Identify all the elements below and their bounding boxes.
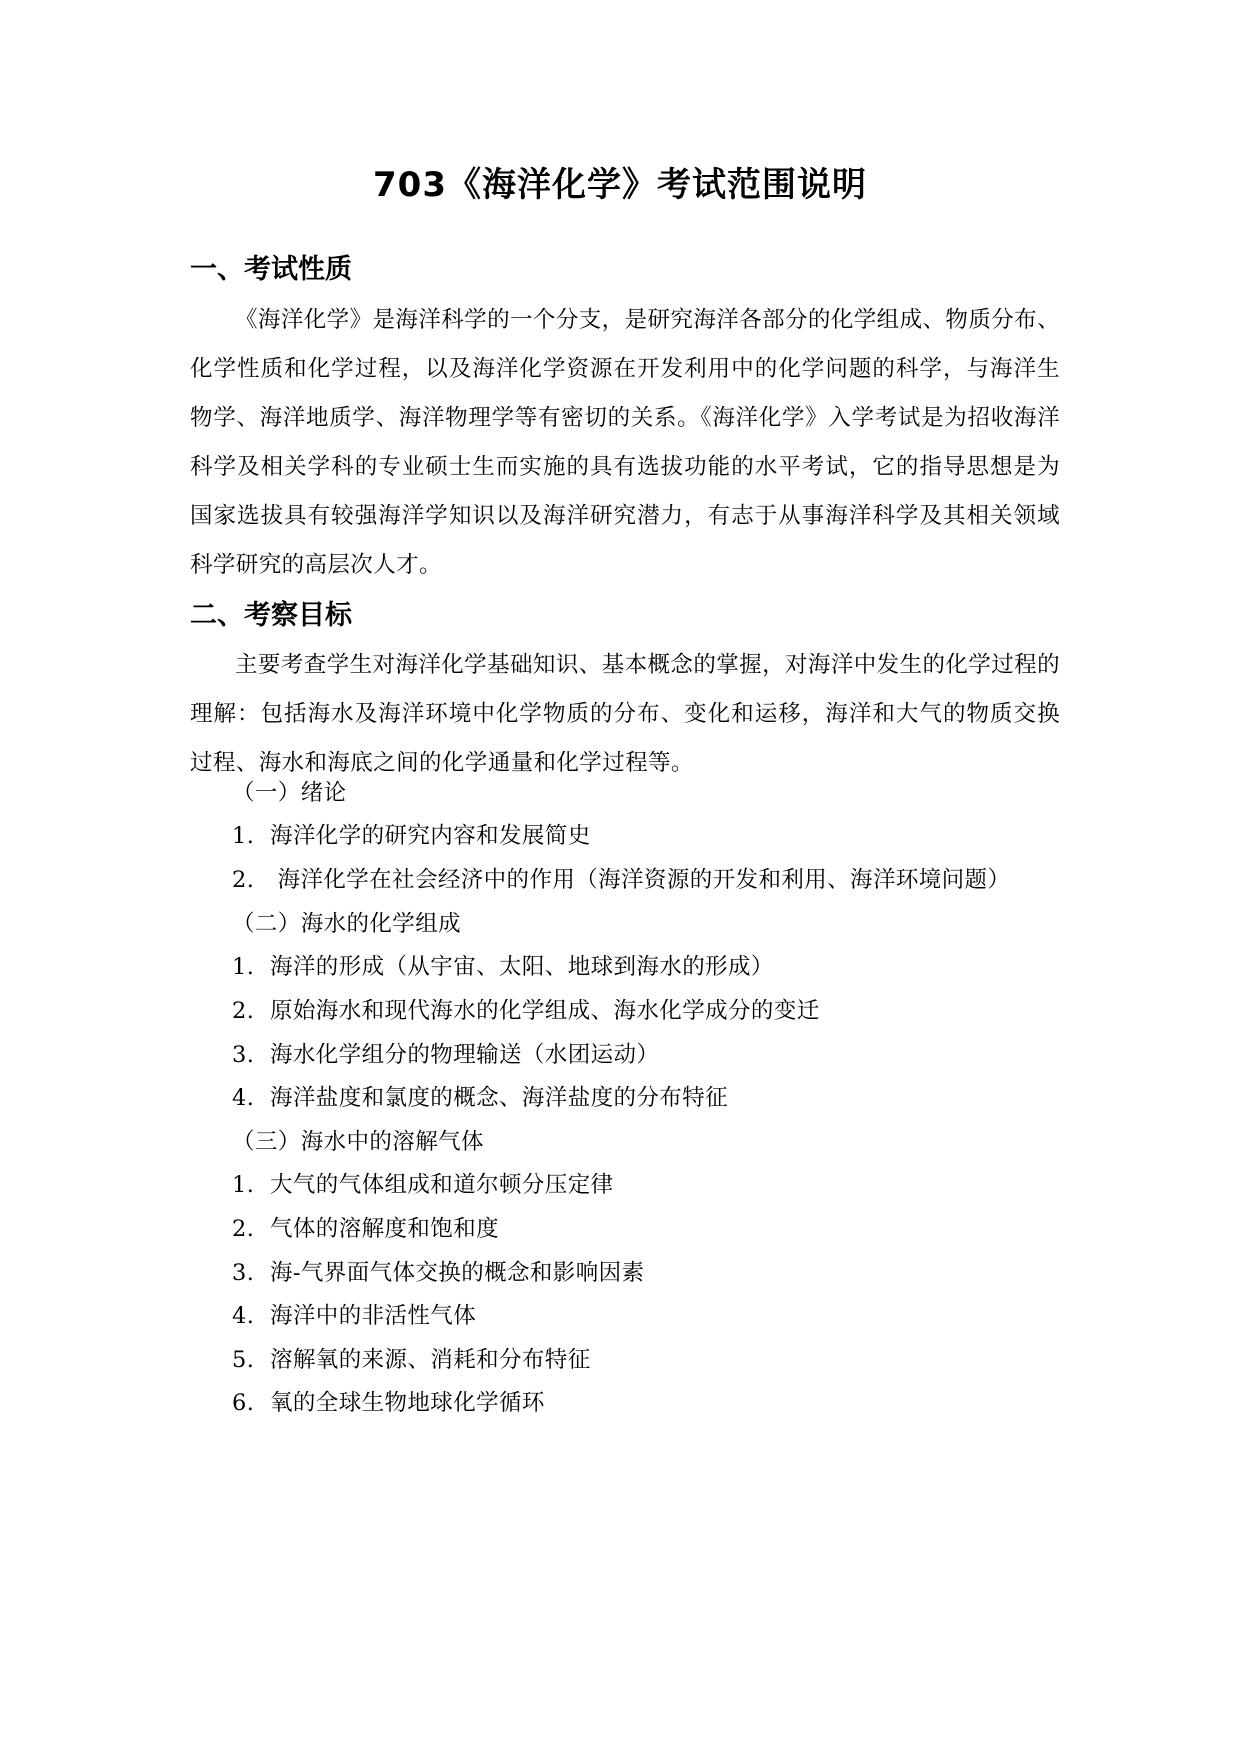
list-item-number: 2.: [232, 998, 255, 1024]
list-item-text: 溶解氧的来源、消耗和分布特征: [270, 1347, 591, 1373]
list-item-number: 1.: [232, 954, 255, 980]
list-item: [232, 1035, 659, 1075]
list-item-number: 4.: [232, 1303, 255, 1329]
section-heading-exam-nature: 一、考试性质: [190, 254, 352, 285]
list-item: [232, 947, 774, 987]
list-item-text: 海洋盐度和氯度的概念、海洋盐度的分布特征: [270, 1085, 729, 1111]
list-item: [232, 1209, 499, 1249]
list-item-number: 2.: [232, 1216, 255, 1242]
list-item: [232, 991, 820, 1031]
part-title-dissolved-gases: （三）海水中的溶解气体: [232, 1129, 484, 1155]
list-item-text: 原始海水和现代海水的化学组成、海水化学成分的变迁: [270, 998, 820, 1024]
list-item: [232, 1296, 476, 1336]
document-title: 703《海洋化学》考试范围说明: [373, 165, 867, 205]
part-title-introduction: （一）绪论: [232, 780, 347, 806]
list-item-text: 海洋化学的研究内容和发展简史: [270, 823, 591, 849]
list-item: [232, 1340, 591, 1380]
list-item: [232, 1165, 614, 1205]
part-title-seawater-composition: （二）海水的化学组成: [232, 911, 462, 937]
list-item: [232, 860, 1010, 900]
list-item: [232, 1078, 728, 1118]
list-item-text: 大气的气体组成和道尔顿分压定律: [270, 1172, 614, 1198]
list-item-number: 1.: [232, 1172, 255, 1198]
list-item-number: 3.: [232, 1042, 255, 1068]
list-item-number: 2.: [232, 867, 255, 893]
list-item-text: 海洋中的非活性气体: [270, 1303, 477, 1329]
list-item-text: 气体的溶解度和饱和度: [270, 1216, 500, 1242]
list-item: [232, 1383, 545, 1423]
list-item-number: 5.: [232, 1347, 255, 1373]
list-item-number: 1.: [232, 823, 255, 849]
list-item-text: 海洋化学在社会经济中的作用（海洋资源的开发和利用、海洋环境问题）: [270, 867, 1011, 893]
section-paragraph-exam-nature: 《海洋化学》是海洋科学的一个分支，是研究海洋各部分的化学组成、物质分布、化学性质和化学过程，以及海洋化学资源在开发利用中的化学问题的科学，与海洋生物学、海洋地质学、海洋物理学等有密切的关系。《海洋化学》入学考试是为招收海洋科学及相关学科的专业硕士生而实施的具有选拔功能的水平考试，它的指导思想是为国家选拔具有较强海洋学知识以及海洋研究潜力，有志于从事海洋科学及其相关领域科学研究的高层次人才。: [190, 307, 1060, 578]
list-item-text: 海-气界面气体交换的概念和影响因素: [270, 1260, 645, 1286]
list-item: [232, 816, 591, 856]
list-item-number: 3.: [232, 1260, 255, 1286]
section-paragraph-exam-goals: 主要考查学生对海洋化学基础知识、基本概念的掌握，对海洋中发生的化学过程的理解：包括海水及海洋环境中化学物质的分布、变化和运移，海洋和大气的物质交换过程、海水和海底之间的化学通量和化学过程等。: [190, 652, 1060, 776]
list-item-text: 海洋的形成（从宇宙、太阳、地球到海水的形成）: [270, 954, 774, 980]
list-item-text: 海水化学组分的物理输送（水团运动）: [270, 1042, 660, 1068]
list-item-text: 氧的全球生物地球化学循环: [270, 1390, 545, 1416]
list-item: [232, 1253, 644, 1293]
list-item-number: 4.: [232, 1085, 255, 1111]
list-item-number: 6.: [232, 1390, 255, 1416]
section-heading-exam-goals: 二、考察目标: [190, 600, 352, 631]
